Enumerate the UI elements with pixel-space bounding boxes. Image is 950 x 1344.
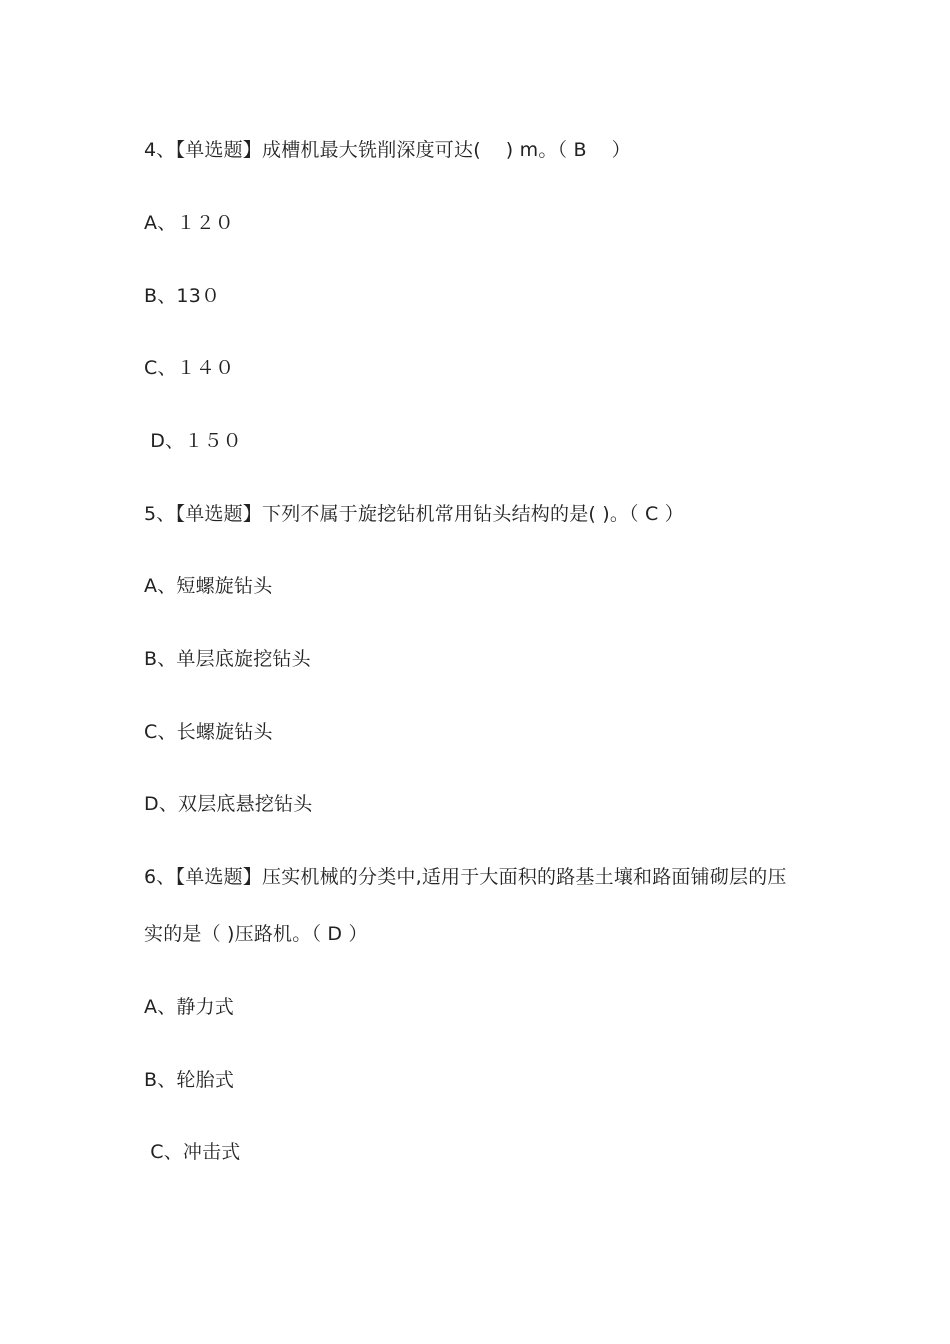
question-6-option-c: C、冲击式 [144, 1141, 241, 1163]
question-5-option-d: D、双层底悬挖钻头 [144, 793, 313, 815]
question-6-option-a: A、静力式 [144, 996, 234, 1018]
question-5-option-b: B、单层底旋挖钻头 [144, 648, 311, 670]
question-6-stem-line-2: 实的是（ )压路机。（ D ） [144, 923, 368, 945]
question-5-option-a: A、短螺旋钻头 [144, 575, 273, 597]
question-5-stem: 5、【单选题】下列不属于旋挖钻机常用钻头结构的是( )。（ C ） [144, 503, 684, 525]
question-4-stem: 4、【单选题】成槽机最大铣削深度可达( ) m。（ B ） [144, 139, 631, 161]
question-4-option-c: C、１４０ [144, 357, 235, 379]
question-4-option-b: B、13０ [144, 285, 221, 307]
question-6-option-b: B、轮胎式 [144, 1069, 235, 1091]
question-4-option-a: A、１２０ [144, 212, 234, 234]
question-4-option-d: D、１５０ [144, 430, 242, 452]
question-5-option-c: C、长螺旋钻头 [144, 721, 273, 743]
question-6-stem-line-1: 6、【单选题】压实机械的分类中,适用于大面积的路基土壤和路面铺砌层的压 [144, 866, 787, 888]
